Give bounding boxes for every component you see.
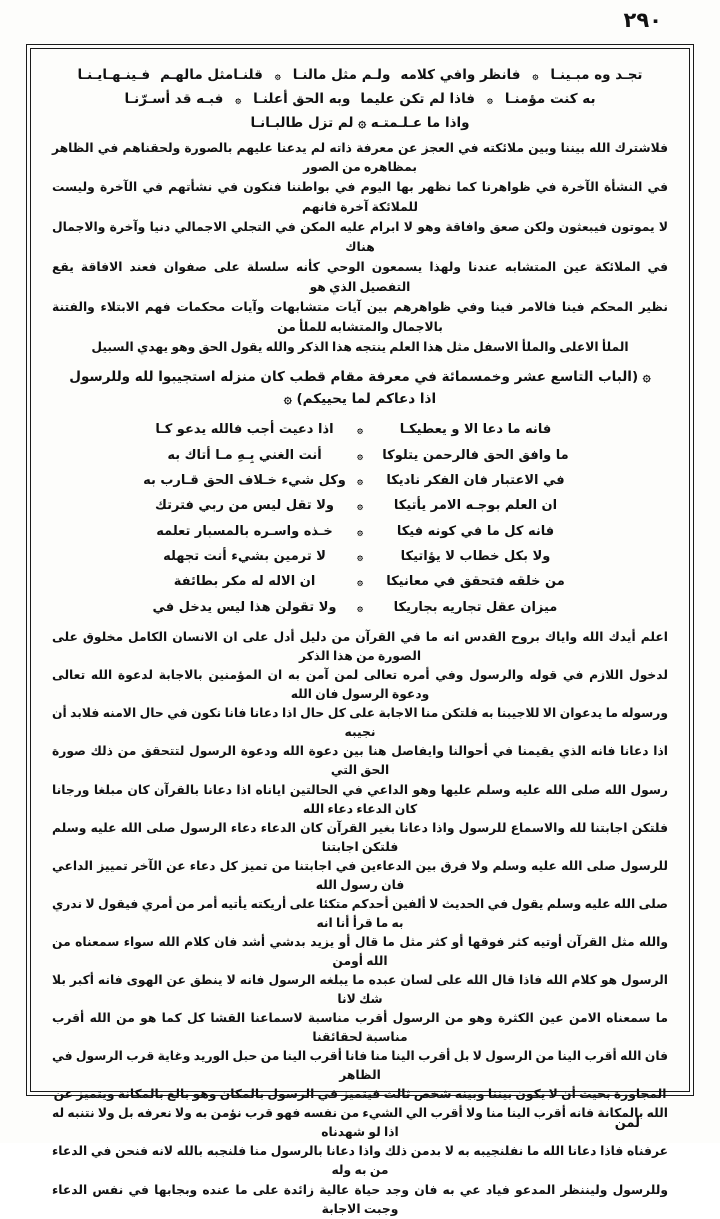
poem-hemistich-right: خـذه واسـره بالمسبار تعلمه xyxy=(156,523,333,539)
prose-line: الرسول هو كلام الله فاذا قال الله على لسان عبده ما يبلغه الرسول فانه لا ينطق عن الهوى فانه أكبر بلا شك لانا xyxy=(52,972,668,1007)
prose-line: في النشأة الآخرة في ظواهرنا كما نظهر بها اليوم في بواطننا فنكون في نشأتهم في الآخرة وليست للملائكة آخرة فانهم xyxy=(52,180,668,215)
poem-row xyxy=(52,443,668,468)
prose-line: للرسول صلى الله عليه وسلم ولا فرق بين الدعاءين في اجابتنا من تميز كل دعاء عن الآخر تمييز الداعي فان رسول الله xyxy=(52,858,668,892)
page-content xyxy=(42,56,678,1216)
prose-line: اعلم أيدك الله واياك بروح القدس انه ما في القرآن من دليل أدل على ان الانسان الكامل مخلوق على الصورة من هذا الذكر xyxy=(52,630,668,664)
poem-hemistich-right: ولا تقولن هذا ليس يدخل في xyxy=(152,599,337,615)
poem-hemistich-left: ولا بكل خطاب لا يؤاتيكا xyxy=(400,549,551,565)
poem-hemistich-left: ان العلم بوجـه الامر يأتيكا xyxy=(393,498,558,514)
prose-line: ما سمعناه الامن عين الكثرة وهو من الرسول أقرب مناسبة لاسماعنا القشا كل كما هو من الله أقرب مناسبة لحقائقنا xyxy=(52,1011,668,1045)
page-number: ٢٩٠ xyxy=(623,8,662,32)
poem-row xyxy=(52,595,668,620)
poem-hemistich-left: من خلقه فتحقق في معانيكا xyxy=(386,574,565,590)
verse-line xyxy=(52,64,668,88)
verse-segment: فبـه قد أسـرّنـا xyxy=(124,90,224,107)
poem-hemistich-left: ميزان عقل تجاريه بجاريكا xyxy=(393,599,558,615)
prose-line: في الملائكة عين المتشابه عندنا ولهذا يسمعون الوحي كأنه سلسلة على صفوان فعند الافاقة يقع التفصيل الذي هو xyxy=(52,259,668,294)
verse-segment: قلنـامثل مالهـم xyxy=(160,67,263,83)
prose-line: والله مثل القرآن أوتيه كثر فوقها أو كثر مثل ما قال أو يزيد بدشي أشد فان كلام الله سواء سمعناه من الله أومن xyxy=(52,934,668,968)
prose-line: صلى الله عليه وسلم يقول في الحديث لا ألفين أحدكم متكئا على أريكته يأتيه أمر من أمري فيقول لا ندري به ما قرأ أنا انه xyxy=(52,896,668,930)
verse-segment: به كنت مؤمنـا xyxy=(504,90,596,107)
poem-row xyxy=(52,519,668,544)
verse-closing-line: واذا ما عـلـمتـه ۞ لم تزل طالبـانـا xyxy=(250,115,470,132)
poem-hemistich-right: وكل شيء خـلاف الحق قـارب به xyxy=(143,473,346,489)
prose-line: نظير المحكم فينا فالامر فينا وفي ظواهرهم بين آيات متشابهات وآيات محكمات فهم الابتلاء والفتنة بالاجمال والمتشابه للملأ من xyxy=(52,299,668,334)
prose-line: ورسوله ما يدعوان الا للاجيبنا به فلتكن منا الاجابة على كل حال اذا دعانا فانا نكون في حال الامنه فلابد أن نجيبه xyxy=(52,706,668,740)
verse-segment: فانظر وافي كلامه xyxy=(400,67,521,83)
poem-row xyxy=(52,569,668,594)
poem-separator-icon: ۞ xyxy=(357,526,363,538)
prose-line: اذا دعانا فانه الذي يقيمنا في أحوالنا وايفاصل هنا بين دعوة الله ودعوة الرسول لتتحقق من ذلك صورة الحق التي xyxy=(52,744,668,778)
prose-line: فان الله أقرب الينا من الرسول لا بل أقرب الينا منا فانا أقرب الينا من حبل الوريد وغاية قرب الرسول في الظاهر xyxy=(52,1049,668,1083)
prose-paragraph-1 xyxy=(52,139,668,358)
poem-separator-icon: ۞ xyxy=(357,602,363,614)
chapter-heading xyxy=(52,366,668,412)
chapter-heading-line-1: ۞ (الباب التاسع عشر وخمسمائة في معرفة مقام قطب كان منزله استجيبوا لله وللرسول xyxy=(69,368,651,385)
chapter-heading-line-2: اذا دعاكم لما يحييكم) ۞ xyxy=(283,391,437,408)
poem-hemistich-left: ما وافق الحق فالرحمن يتلوكا xyxy=(382,447,569,463)
prose-line: لا يموتون فيبعثون ولكن صعق وافاقة وهو لا ابرام عليه المكن في التجلي الاجمالي دنيا وآخرة والاجمال هناك xyxy=(52,220,668,255)
poem-separator-icon: ۞ xyxy=(357,552,363,564)
poem-hemistich-right: أنت الغني بِـهِ مـا أتاك به xyxy=(167,447,322,463)
verse-separator-icon: ۞ xyxy=(235,94,242,106)
verse-separator-icon: ۞ xyxy=(274,71,281,82)
prose-line: فلاشترك الله بيننا وبين ملائكته في العجز عن معرفة ذاته لم يدعنا عليهم بالصورة ولحقناهم في الظاهر بمظاهره من الصور xyxy=(52,140,668,175)
prose-line: رسول الله صلى الله عليه وسلم عليها وهو الداعي في الحالتين اياناه اذا دعانا بالقرآن كان مبلغا ورجانا كان الدعاء دعاء الله xyxy=(52,782,668,816)
poem-row xyxy=(52,544,668,569)
poem-separator-icon: ۞ xyxy=(357,425,363,437)
top-verse-block xyxy=(52,64,668,136)
prose-line: الله بالمكانة فانه أقرب الينا منا ولا أقرب الي الشيء من نفسه فهو قرب نؤمن به ولا نعرفه بل ولا نتنبه له اذا لو شهدناه xyxy=(52,1106,668,1140)
prose-line: عرفناه فاذا دعانا الله ما نفلنجيبه به لا بدمن ذلك واذا دعانا بالرسول منا فلنجبه بالله لانه فنحن في الدعاء من به وله xyxy=(52,1144,668,1178)
poem-row xyxy=(52,468,668,493)
prose-line: وللرسول وليننظر المدعو فياد عي به فان وجد حياة عالية زائدة على ما عنده وبجابها في نفس الدعاء وجبت الاجابة xyxy=(52,1182,668,1216)
poem-row xyxy=(52,493,668,518)
poem-hemistich-right: ان الاله له مكر بطائفة xyxy=(173,574,316,590)
prose-line: لدخول اللازم في قوله والرسول وفي أمره تعالى لمن آمن به ان المؤمنين بالاجابة لدعوة الله تعالى ودعوة الرسول فان الله xyxy=(52,668,668,702)
poem-hemistich-left: في الاعتبار فان الفكر ناديكا xyxy=(386,473,565,489)
poem-block xyxy=(52,417,668,620)
verse-segment: وبه الحق أعلنـا xyxy=(253,90,351,107)
verse-line xyxy=(52,88,668,112)
verse-separator-icon: ۞ xyxy=(532,71,539,82)
prose-line: المجاورة بحيث أن لا يكون بيننا وبينه شخص ثالث فيتميز في الرسول بالمكان وهو بالغ بالمكانة ويتميز عن xyxy=(53,1087,667,1102)
verse-separator-icon: ۞ xyxy=(487,94,493,106)
poem-hemistich-right: اذا دعيت أجب فالله يدعو كـا xyxy=(155,422,334,438)
prose-line: فلتكن اجابتنا لله والاسماع للرسول واذا دعانا بغير القرآن كان الدعاء دعاء الرسول صلى الله عليه وسلم فلتكن اجابتنا xyxy=(52,820,668,854)
prose-paragraph-2 xyxy=(52,628,668,1218)
verse-segment: تجـد وه مبـينـا xyxy=(550,67,643,83)
catchword: لمن xyxy=(614,1116,640,1131)
poem-separator-icon: ۞ xyxy=(357,501,363,513)
poem-separator-icon: ۞ xyxy=(357,450,363,462)
poem-hemistich-right: ولا تقل ليس من ربي فترتك xyxy=(155,498,334,514)
poem-row xyxy=(52,417,668,442)
poem-hemistich-right: لا ترمين بشيء أنت تجهله xyxy=(163,549,326,565)
poem-hemistich-left: فانه ما دعا الا و يعطيكـا xyxy=(399,422,552,438)
verse-segment: ولـم مثل مالنـا xyxy=(292,67,391,83)
prose-line: الملأ الاعلى والملأ الاسفل مثل هذا العلم ينتجه هذا الذكر والله يقول الحق وهو يهدي السبيل xyxy=(91,339,629,354)
poem-separator-icon: ۞ xyxy=(357,476,363,488)
verse-segment: فاذا لم تكن عليما xyxy=(360,90,476,107)
verse-segment: فـينـهـايـنـا xyxy=(77,67,151,83)
poem-separator-icon: ۞ xyxy=(357,577,363,589)
poem-hemistich-left: فانه كل ما في كونه فيكا xyxy=(396,523,555,539)
